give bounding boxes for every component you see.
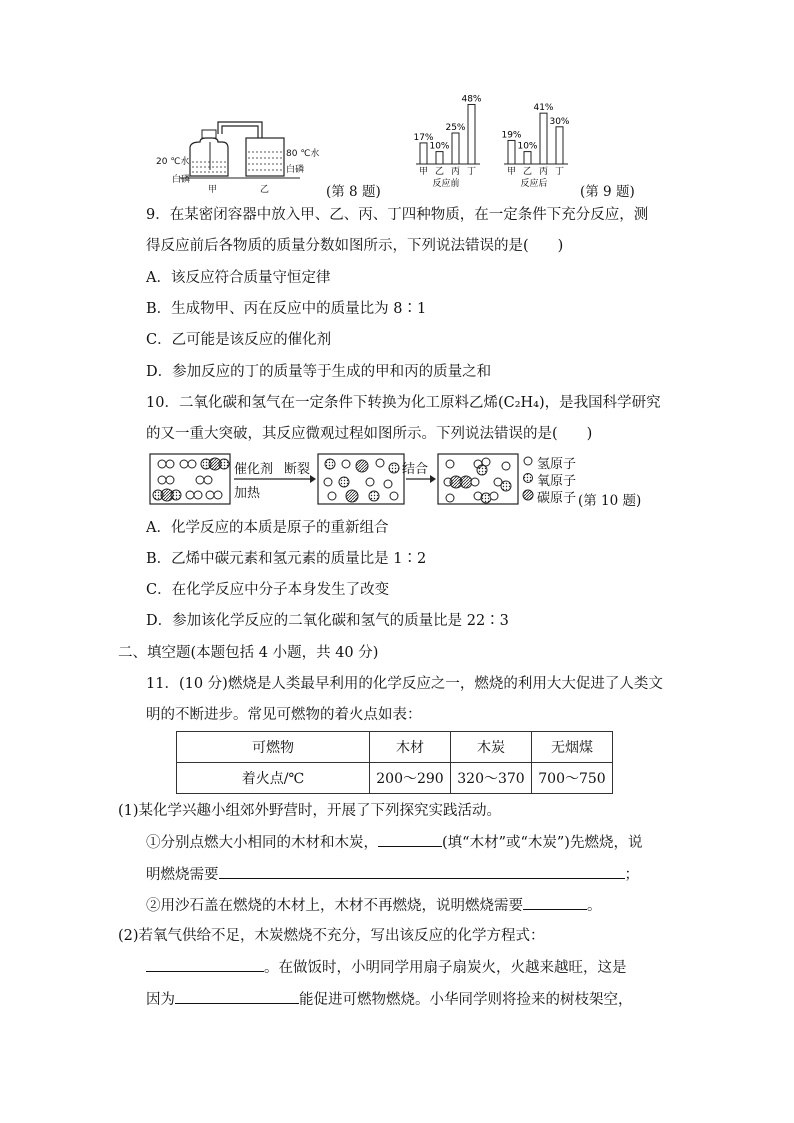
q11-part1-item1-text-a: ①分别点燃大小相同的木材和木炭， — [146, 835, 378, 851]
legend-oxygen: 氧原子 — [537, 474, 577, 489]
before-bar — [420, 143, 427, 164]
figure-10 — [148, 452, 648, 510]
table-row — [177, 763, 613, 794]
after-title: 反应后 — [520, 179, 548, 189]
table-cell: 木炭 — [451, 732, 532, 763]
label-yi: 乙 — [260, 185, 270, 195]
q9-stem-line1: 9．在某密闭容器中放入甲、乙、丙、丁四种物质，在一定条件下充分反应，测 — [146, 207, 649, 223]
table-header-row — [177, 732, 613, 763]
arrow-label-catalyst: 催化剂 — [234, 462, 274, 477]
table-cell: 可燃物 — [177, 732, 370, 763]
q11-part2-text-b: 。在做饭时，小明同学用扇子扇炭火，火越来越旺，这是 — [264, 960, 627, 976]
legend-carbon: 碳原子 — [537, 491, 577, 506]
q11-part1-item1-end: ； — [624, 867, 639, 883]
label-white-phosphorus-left: 白磷 — [172, 175, 191, 185]
ignition-point-table — [176, 731, 613, 794]
arrow-label-combine: 结合 — [402, 462, 429, 477]
q11-part2: (2)若氧气供给不足，木炭燃烧不充分，写出该反应的化学方程式： — [118, 928, 545, 944]
answer-blank[interactable] — [146, 957, 264, 972]
hydrogen-atom-icon — [524, 457, 532, 465]
table-cell: 无烟煤 — [532, 732, 613, 763]
after-bar — [524, 152, 531, 164]
figure-9 — [408, 92, 588, 192]
after-bar — [508, 140, 515, 164]
table-cell: 700～750 — [532, 763, 613, 794]
bar-charts — [408, 92, 588, 192]
q10-option-c: C．在化学反应中分子本身发生了改变 — [146, 582, 390, 598]
q10-stem-line2: 的又一重大突破，其反应微观过程如图所示。下列说法错误的是( ) — [146, 426, 593, 442]
before-title: 反应前 — [432, 179, 460, 189]
before-bar — [452, 133, 459, 164]
q11-stem-line2: 明的不断进步。常见可燃物的着火点如表： — [146, 707, 422, 723]
q11-part1-item1-cont — [146, 864, 639, 885]
q11-stem-line1: 11．(10 分)燃烧是人类最早利用的化学反应之一，燃烧的利用大大促进了人类文 — [146, 676, 663, 692]
arrow-label-break: 断裂 — [284, 462, 311, 477]
table-cell: 320～370 — [451, 763, 532, 794]
before-value-label: 25% — [445, 123, 466, 133]
q10-option-d: D．参加该化学反应的二氧化碳和氢气的质量比是 22∶3 — [146, 613, 509, 629]
after-value-label: 41% — [533, 103, 554, 114]
q9-option-d: D．参加反应的丁的质量等于生成的甲和丙的质量之和 — [146, 364, 492, 380]
q11-part1-item2-text: ②用沙石盖在燃烧的木材上，木材不再燃烧，说明燃烧需要 — [146, 898, 523, 914]
table-cell: 着火点/℃ — [177, 763, 370, 794]
before-value-label: 17% — [413, 132, 434, 143]
q11-part1: (1)某化学兴趣小组郊外野营时，开展了下列探究实践活动。 — [118, 803, 502, 819]
q9-option-a: A．该反应符合质量守恒定律 — [146, 270, 331, 286]
q10-stem-line1: 10．二氧化碳和氢气在一定条件下转换为化工原料乙烯(C₂H₄)，是我国科学研究 — [146, 395, 661, 411]
q11-part2-line3 — [146, 989, 633, 1010]
after-value-label: 10% — [517, 141, 538, 152]
before-category-label: 丁 — [466, 167, 477, 177]
q9-option-b: B．生成物甲、丙在反应中的质量比为 8∶1 — [146, 301, 427, 317]
after-value-label: 19% — [501, 130, 522, 141]
figure-8-caption: (第 8 题) — [326, 184, 381, 200]
q11-part2-text-c1: 因为 — [146, 992, 175, 1008]
after-bar — [556, 127, 563, 164]
q9-stem-line2: 得反应前后各物质的质量分数如图所示，下列说法错误的是( ) — [146, 238, 564, 254]
arrow-label-heat: 加热 — [234, 486, 261, 501]
figure-9-caption: (第 9 题) — [580, 184, 635, 200]
q11-part1-item2-end: 。 — [587, 898, 602, 914]
q11-part2-text-c2: 能促进可燃物燃烧。小华同学则将捡来的树枝架空， — [299, 992, 633, 1008]
before-category-label: 乙 — [434, 167, 445, 177]
before-category-label: 丙 — [450, 167, 461, 177]
answer-blank[interactable] — [219, 864, 625, 879]
q11-part1-item1-text-c: 明燃烧需要 — [146, 867, 219, 883]
after-category-label: 甲 — [506, 167, 517, 177]
before-value-label: 48% — [461, 94, 482, 105]
label-20c-water: 20 ℃水 — [156, 157, 190, 167]
after-category-label: 乙 — [522, 167, 533, 177]
answer-blank[interactable] — [175, 989, 299, 1004]
table-cell: 200～290 — [370, 763, 451, 794]
q11-part1-item1 — [146, 832, 642, 853]
after-bar — [540, 113, 547, 164]
before-bar — [468, 104, 475, 164]
label-jia: 甲 — [208, 185, 218, 195]
legend-hydrogen: 氢原子 — [537, 457, 577, 472]
before-value-label: 10% — [429, 141, 450, 152]
q10-option-a: A．化学反应的本质是原子的重新组合 — [146, 520, 389, 536]
before-category-label: 甲 — [418, 167, 429, 177]
oxygen-atom-icon — [524, 474, 533, 483]
after-category-label: 丙 — [538, 167, 549, 177]
q10-option-b: B．乙烯中碳元素和氢元素的质量比是 1∶2 — [146, 551, 427, 567]
section-heading: 二、填空题(本题包括 4 小题，共 40 分) — [118, 645, 379, 661]
figure-10-caption: (第 10 题) — [578, 493, 642, 509]
q11-part1-item1-text-b: (填“木材”或“木炭”)先燃烧，说 — [442, 835, 643, 851]
q9-option-c: C．乙可能是该反应的催化剂 — [146, 332, 332, 348]
carbon-atom-icon — [523, 490, 533, 500]
label-80c-water: 80 ℃水 — [286, 149, 320, 159]
q11-part2-line2 — [146, 957, 627, 978]
answer-blank[interactable] — [523, 895, 587, 910]
before-bar — [436, 152, 443, 164]
after-category-label: 丁 — [554, 167, 565, 177]
label-white-phosphorus-right: 白磷 — [286, 165, 305, 175]
after-value-label: 30% — [549, 116, 570, 127]
table-cell: 木材 — [370, 732, 451, 763]
answer-blank[interactable] — [378, 832, 442, 847]
q11-part1-item2 — [146, 895, 602, 916]
